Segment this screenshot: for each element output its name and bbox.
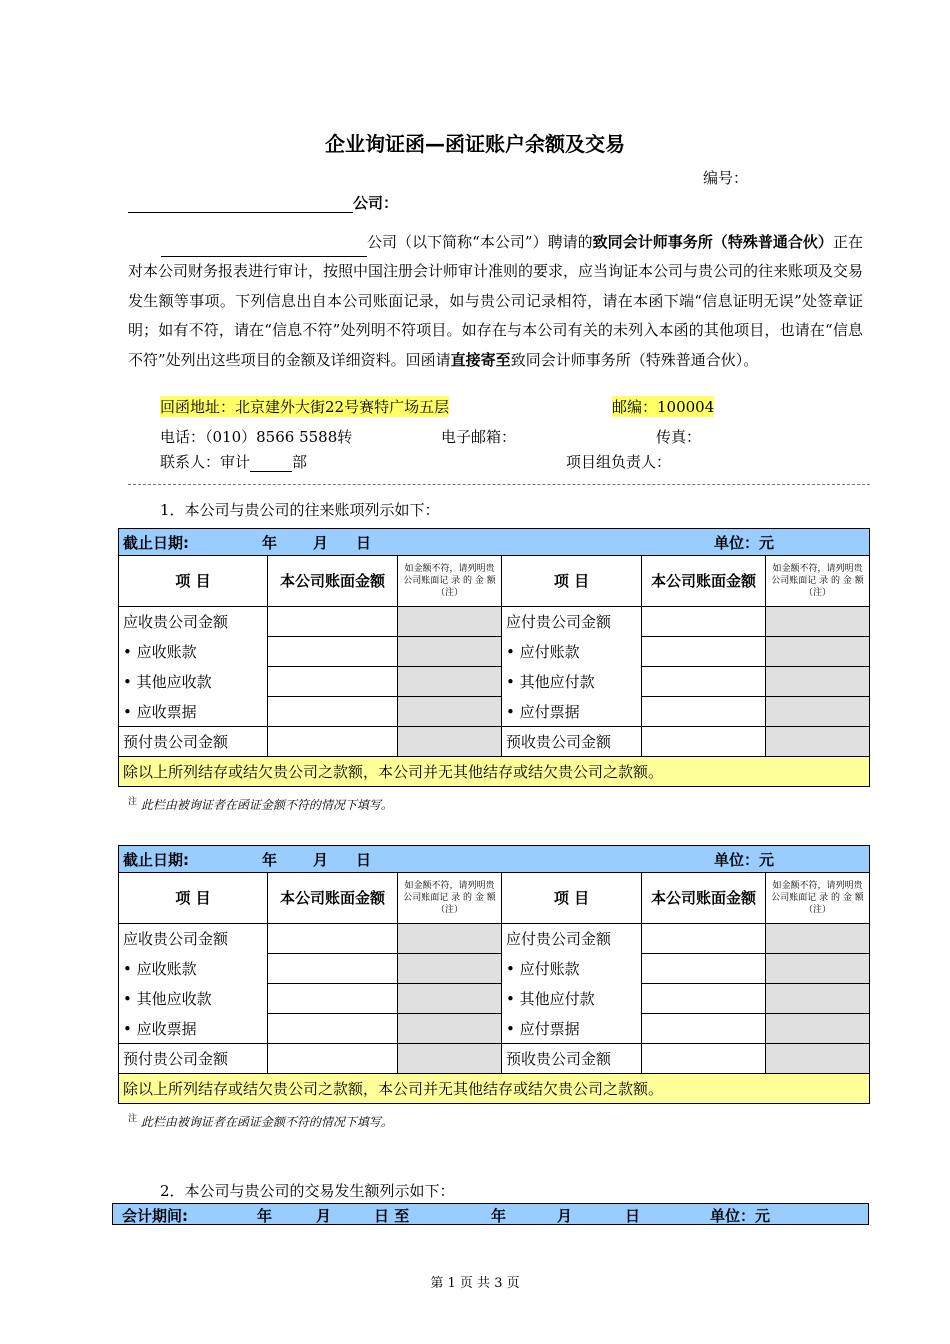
row-label: 预付贵公司金额 — [119, 727, 268, 757]
note-mark: 注 — [128, 797, 138, 807]
col-book-amount-header: 本公司账面金额 — [642, 873, 766, 924]
unit-label: 单位：元 — [714, 533, 775, 552]
row-label: 应付贵公司金额 — [502, 924, 642, 954]
book-amount-cell[interactable] — [268, 727, 398, 757]
col-book-amount-header: 本公司账面金额 — [268, 873, 398, 924]
note-mark: 注 — [128, 1114, 138, 1124]
direct-send-emphasis: 直接寄至 — [450, 350, 511, 369]
discrepancy-cell[interactable] — [766, 1044, 870, 1074]
period-day-to: 日 至 — [374, 1207, 410, 1225]
book-amount-cell[interactable] — [268, 1014, 398, 1044]
summary-row — [119, 1074, 870, 1104]
footnote — [128, 1111, 393, 1130]
period-label: 会计期间: — [122, 1207, 188, 1225]
row-label: • 其他应收款 — [119, 984, 268, 1014]
row-label: • 应收账款 — [119, 954, 268, 984]
discrepancy-cell[interactable] — [398, 727, 502, 757]
book-amount-cell[interactable] — [642, 637, 766, 667]
company-suffix: 公司： — [353, 194, 399, 212]
table-row — [119, 727, 870, 757]
column-header-row — [119, 873, 870, 924]
unit-label: 单位：元 — [714, 850, 775, 869]
discrepancy-cell[interactable] — [398, 667, 502, 697]
table-row — [119, 607, 870, 637]
row-label: • 应付账款 — [502, 637, 642, 667]
book-amount-cell[interactable] — [268, 1044, 398, 1074]
discrepancy-cell[interactable] — [766, 667, 870, 697]
row-label: • 应付票据 — [502, 697, 642, 727]
row-label: • 其他应收款 — [119, 667, 268, 697]
table-row — [119, 1044, 870, 1074]
discrepancy-cell[interactable] — [398, 1014, 502, 1044]
discrepancy-cell[interactable] — [398, 1044, 502, 1074]
period-unit: 单位：元 — [710, 1207, 771, 1225]
discrepancy-cell[interactable] — [766, 607, 870, 637]
page-title: 企业询证函—函证账户余额及交易 — [325, 132, 625, 156]
row-label: 应收贵公司金额 — [119, 607, 268, 637]
book-amount-cell[interactable] — [642, 697, 766, 727]
contact-line — [160, 451, 307, 472]
discrepancy-cell[interactable] — [766, 727, 870, 757]
row-label: • 其他应付款 — [502, 667, 642, 697]
book-amount-cell[interactable] — [642, 667, 766, 697]
col-discrepancy-header: 如金额不符，请列明贵公司账面记 录 的 金 额（注） — [398, 873, 502, 924]
table-header-row — [119, 529, 870, 556]
book-amount-cell[interactable] — [268, 667, 398, 697]
row-label: 预付贵公司金额 — [119, 1044, 268, 1074]
discrepancy-cell[interactable] — [398, 637, 502, 667]
footnote — [128, 794, 393, 813]
summary-text: 除以上所列结存或结欠贵公司之款额，本公司并无其他结存或结欠贵公司之款额。 — [119, 757, 870, 787]
period-year-2: 年 — [491, 1207, 507, 1225]
row-label: • 应收票据 — [119, 697, 268, 727]
book-amount-cell[interactable] — [268, 984, 398, 1014]
cutoff-date-label: 截止日期: — [123, 850, 189, 869]
intro-p1: 公司（以下简称“本公司”）聘请的 — [367, 233, 593, 251]
audit-firm-name: 致同会计师事务所（特殊普通合伙） — [592, 233, 833, 251]
col-discrepancy-header: 如金额不符，请列明贵公司账面记 录 的 金 额（注） — [766, 873, 870, 924]
accounting-period-bar — [112, 1203, 869, 1225]
month-label: 月 — [313, 850, 329, 869]
discrepancy-cell[interactable] — [398, 607, 502, 637]
balance-table-2 — [118, 845, 870, 1104]
table-row — [119, 637, 870, 667]
row-label: • 应付账款 — [502, 954, 642, 984]
discrepancy-cell[interactable] — [766, 697, 870, 727]
book-amount-cell[interactable] — [642, 1044, 766, 1074]
discrepancy-cell[interactable] — [398, 924, 502, 954]
table-row — [119, 667, 870, 697]
serial-number-label: 编号： — [703, 169, 749, 187]
col-item-header: 项 目 — [119, 873, 268, 924]
project-leader-label: 项目组负责人： — [566, 453, 672, 471]
period-month: 月 — [316, 1207, 332, 1225]
row-label: 应付贵公司金额 — [502, 607, 642, 637]
col-item-header: 项 目 — [502, 873, 642, 924]
balance-table-1 — [118, 528, 870, 787]
contact-dept-blank[interactable] — [250, 455, 292, 472]
row-label: • 应付票据 — [502, 1014, 642, 1044]
recipient-company-blank[interactable] — [128, 196, 353, 213]
book-amount-cell[interactable] — [268, 607, 398, 637]
table-header-row — [119, 846, 870, 873]
book-amount-cell[interactable] — [268, 637, 398, 667]
table-row — [119, 984, 870, 1014]
discrepancy-cell[interactable] — [766, 984, 870, 1014]
zip-code: 邮编：100004 — [612, 398, 715, 416]
book-amount-cell[interactable] — [642, 984, 766, 1014]
col-discrepancy-header: 如金额不符，请列明贵公司账面记 录 的 金 额（注） — [398, 556, 502, 607]
contact-prefix: 联系人：审计 — [160, 453, 251, 471]
table-row — [119, 954, 870, 984]
row-label: 应收贵公司金额 — [119, 924, 268, 954]
table-row — [119, 1014, 870, 1044]
book-amount-cell[interactable] — [642, 924, 766, 954]
column-header-row — [119, 556, 870, 607]
email-label: 电子邮箱： — [441, 428, 517, 446]
summary-row — [119, 757, 870, 787]
row-label: • 应收票据 — [119, 1014, 268, 1044]
discrepancy-cell[interactable] — [766, 1014, 870, 1044]
note-text: 此栏由被询证者在函证金额不符的情况下填写。 — [140, 1115, 393, 1129]
book-amount-cell[interactable] — [268, 924, 398, 954]
intro-p3: 致同会计师事务所（特殊普通合伙）。 — [510, 350, 759, 369]
book-amount-cell[interactable] — [268, 954, 398, 984]
day-label: 日 — [356, 850, 372, 869]
col-discrepancy-header: 如金额不符，请列明贵公司账面记 录 的 金 额（注） — [766, 556, 870, 607]
period-month-2: 月 — [557, 1207, 573, 1225]
discrepancy-cell[interactable] — [398, 954, 502, 984]
summary-text: 除以上所列结存或结欠贵公司之款额，本公司并无其他结存或结欠贵公司之款额。 — [119, 1074, 870, 1104]
section-2-heading: 2．本公司与贵公司的交易发生额列示如下： — [160, 1182, 455, 1200]
recipient-company-line — [128, 192, 398, 213]
intro-paragraph — [128, 228, 863, 375]
cutoff-date-label: 截止日期: — [123, 533, 189, 552]
book-amount-cell[interactable] — [642, 727, 766, 757]
year-label: 年 — [262, 533, 278, 552]
col-item-header: 项 目 — [502, 556, 642, 607]
col-book-amount-header: 本公司账面金额 — [642, 556, 766, 607]
table-row — [119, 924, 870, 954]
table-row — [119, 697, 870, 727]
intro-p2: 正在对本公司财务报表进行审计，按照中国注册会计师审计准则的要求，应当询证本公司与贵公司的往来账项及交易发生额等事项。下列信息出自本公司账面记录，如与贵公司记录相符，请在本函下端“信息证明无误”处签章证明；如有不符，请在“信息不符”处列明不符项目。如存在与本公司有关的未列入本函的其他项目，也请在“信息不符”处列出这些项目的金额及详细资料。回函请 — [128, 233, 864, 369]
return-address: 回函地址：北京建外大街22号赛特广场五层 — [160, 398, 450, 416]
discrepancy-cell[interactable] — [766, 637, 870, 667]
row-label: • 应收账款 — [119, 637, 268, 667]
discrepancy-cell[interactable] — [398, 984, 502, 1014]
page-footer: 第 1 页 共 3 页 — [430, 1276, 520, 1291]
phone-label: 电话：（010）8566 5588转 — [160, 428, 353, 446]
requesting-company-blank[interactable] — [161, 240, 367, 257]
col-book-amount-header: 本公司账面金额 — [268, 556, 398, 607]
book-amount-cell[interactable] — [268, 697, 398, 727]
period-year: 年 — [257, 1207, 273, 1225]
note-text: 此栏由被询证者在函证金额不符的情况下填写。 — [140, 798, 393, 812]
year-label: 年 — [262, 850, 278, 869]
book-amount-cell[interactable] — [642, 954, 766, 984]
cut-line-divider — [128, 484, 870, 485]
book-amount-cell[interactable] — [642, 1014, 766, 1044]
discrepancy-cell[interactable] — [766, 924, 870, 954]
discrepancy-cell[interactable] — [398, 697, 502, 727]
section-1-heading: 1．本公司与贵公司的往来账项列示如下： — [160, 501, 440, 519]
row-label: 预收贵公司金额 — [502, 727, 642, 757]
month-label: 月 — [313, 533, 329, 552]
book-amount-cell[interactable] — [642, 607, 766, 637]
period-day-2: 日 — [625, 1207, 641, 1225]
row-label: 预收贵公司金额 — [502, 1044, 642, 1074]
day-label: 日 — [356, 533, 372, 552]
row-label: • 其他应付款 — [502, 984, 642, 1014]
fax-label: 传真： — [656, 428, 702, 446]
col-item-header: 项 目 — [119, 556, 268, 607]
contact-suffix: 部 — [292, 453, 308, 471]
discrepancy-cell[interactable] — [766, 954, 870, 984]
